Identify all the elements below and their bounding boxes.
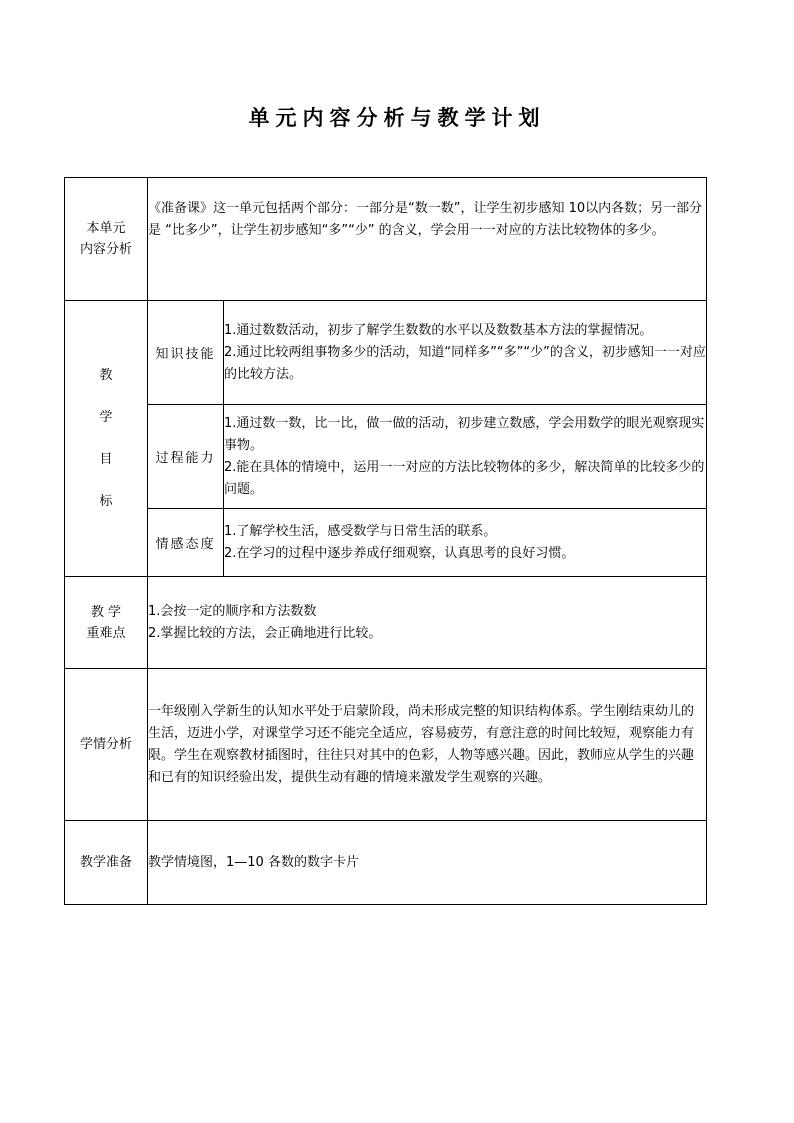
goals-label-char-1: 教 [99,367,113,383]
key-points-label [65,577,148,669]
goal-process-row [65,405,707,509]
key-points-row [65,577,707,669]
preparation-label: 教学准备 [65,821,148,905]
plan-table [64,177,707,905]
unit-analysis-label-line2: 内容分析 [79,242,132,257]
process-item-1: 1.通过数一数，比一比，做一做的活动，初步建立数感，学会用数学的眼光观察现实事物。 [224,415,705,453]
student-analysis-label: 学情分析 [65,669,148,821]
knowledge-content [224,301,707,405]
goal-knowledge-row [65,301,707,405]
unit-analysis-label-line1: 本单元 [86,221,126,236]
attitude-content [224,509,707,577]
knowledge-item-2: 2.通过比较两组事物多少的活动，知道“同样多”“多”“少”的含义，初步感知一一对应的比较方法。 [224,344,706,382]
goals-label-char-2: 学 [99,409,113,425]
unit-analysis-label [65,178,148,301]
teaching-goals-label [65,301,148,577]
goals-label-char-4: 标 [99,493,113,509]
preparation-row [65,821,707,905]
student-analysis-content [148,669,707,821]
process-item-2: 2.能在具体的情境中，运用一一对应的方法比较物体的多少，解决简单的比较多少的问题。 [224,459,705,497]
attitude-item-2: 2.在学习的过程中逐步养成仔细观察，认真思考的良好习惯。 [224,545,575,561]
preparation-text: 教学情境图，1—10 各数的数字卡片 [148,854,359,870]
attitude-label: 情感态度 [148,509,224,577]
preparation-content [148,821,707,905]
knowledge-item-1: 1.通过数数活动，初步了解学生数数的水平以及数数基本方法的掌握情况。 [224,322,653,338]
unit-analysis-content [148,178,707,301]
student-analysis-text: 一年级刚入学新生的认知水平处于启蒙阶段，尚未形成完整的知识结构体系。学生刚结束幼儿的生活，迈进小学，对课堂学习还不能完全适应，容易疲劳，有意注意的时间比较短，观察能力有限。学生在观察教材插图时，往往只对其中的色彩，人物等感兴趣。因此，教师应从学生的兴趣和已有的知识经验出发，提供生动有趣的情境来激发学生观察的兴趣。 [148,703,695,785]
unit-analysis-row [65,178,707,301]
knowledge-label: 知识技能 [148,301,224,405]
key-point-item-2: 2.掌握比较的方法，会正确地进行比较。 [148,625,382,641]
key-points-label-line1: 教 学 [90,604,122,620]
goals-label-char-3: 目 [99,451,113,467]
process-content [224,405,707,509]
page-title: 单元内容分析与教学计划 [248,106,546,130]
student-analysis-row [65,669,707,821]
goal-attitude-row [65,509,707,577]
key-point-item-1: 1.会按一定的顺序和方法数数 [148,603,317,619]
key-points-content [148,577,707,669]
attitude-item-1: 1.了解学校生活，感受数学与日常生活的联系。 [224,523,497,539]
process-label: 过程能力 [148,405,224,509]
key-points-label-line2: 重难点 [86,625,126,641]
unit-analysis-text: 《准备课》这一单元包括两个部分：一部分是“数一数”，让学生初步感知 10以内各数；另一部分是 “比多少”，让学生初步感知“多”“少” 的含义，学会用一一对应的方法比较物体的多少。 [148,201,703,238]
